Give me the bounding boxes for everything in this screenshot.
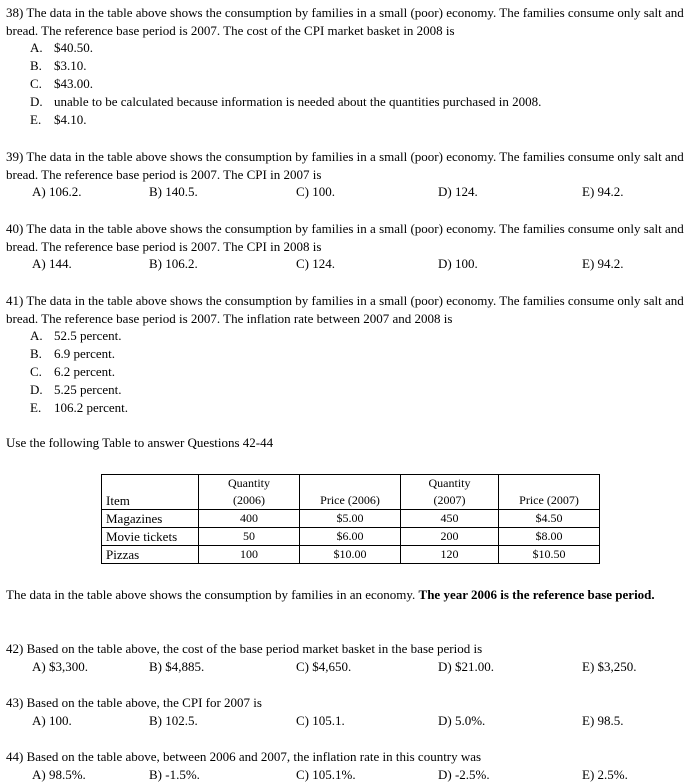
option-e[interactable]: E. $4.10. xyxy=(30,112,87,127)
option-c[interactable]: C) 124. xyxy=(296,256,335,271)
option-b[interactable]: B) 102.5. xyxy=(149,712,198,728)
question-42-options xyxy=(6,658,686,676)
question-44-text: 44) Based on the table above, between 2006 and 2007, the inflation rate in this country was xyxy=(6,749,482,764)
option-d[interactable]: D) $21.00. xyxy=(438,658,494,674)
option-c[interactable]: C. $43.00. xyxy=(30,76,93,91)
option-c[interactable]: C) 105.1%. xyxy=(296,766,356,782)
table-intro: Use the following Table to answer Questions 42-44 xyxy=(6,435,274,450)
header-price-2006: Price (2006) xyxy=(300,475,401,510)
option-c[interactable]: C. 6.2 percent. xyxy=(30,364,116,379)
question-38 xyxy=(6,4,686,129)
option-b[interactable]: B. 6.9 percent. xyxy=(30,346,116,361)
option-a[interactable]: A) $3,300. xyxy=(32,658,88,674)
option-b[interactable]: B) 140.5. xyxy=(149,184,198,199)
option-e[interactable]: E) 94.2. xyxy=(582,184,624,199)
option-d[interactable]: D. unable to be calculated because information is needed about the quantities purchased in 2008. xyxy=(30,94,542,109)
option-d[interactable]: D) 100. xyxy=(438,256,478,271)
header-quantity-2006: Quantity (2006) xyxy=(199,475,300,510)
option-c[interactable]: C) 100. xyxy=(296,184,335,199)
table-row: Pizzas 100 $10.00 120 $10.50 xyxy=(102,546,600,564)
header-item: Item xyxy=(102,475,199,510)
consumption-table xyxy=(101,474,600,564)
table-row: Movie tickets 50 $6.00 200 $8.00 xyxy=(102,528,600,546)
question-44 xyxy=(6,748,686,784)
question-43 xyxy=(6,694,686,730)
question-38-options xyxy=(6,39,686,129)
header-quantity-2007: Quantity (2007) xyxy=(401,475,499,510)
question-41 xyxy=(6,292,686,417)
question-40-text: 40) The data in the table above shows the consumption by families in a small (poor) economy. The families consume only salt and bread. The reference base period is 2007. The CPI in 2008 is xyxy=(6,221,684,254)
question-42 xyxy=(6,640,686,676)
option-b[interactable]: B) $4,885. xyxy=(149,658,205,674)
question-39-options xyxy=(6,183,686,201)
option-e[interactable]: E. 106.2 percent. xyxy=(30,400,129,415)
question-44-options xyxy=(6,766,686,784)
question-41-text: 41) The data in the table above shows the consumption by families in a small (poor) economy. The families consume only salt and bread. The reference base period is 2007. The inflation rate between 2007 and 2008 is xyxy=(6,293,684,326)
option-a[interactable]: A) 98.5%. xyxy=(32,766,86,782)
question-42-text: 42) Based on the table above, the cost of the base period market basket in the base period is xyxy=(6,641,483,656)
question-40 xyxy=(6,220,686,273)
option-e[interactable]: E) 2.5%. xyxy=(582,766,628,782)
question-41-options xyxy=(6,327,686,417)
option-d[interactable]: D) 124. xyxy=(438,184,478,199)
base-period-note: The year 2006 is the reference base period. xyxy=(418,587,655,602)
option-b[interactable]: B) 106.2. xyxy=(149,256,198,271)
option-d[interactable]: D) 5.0%. xyxy=(438,712,486,728)
option-a[interactable]: A. 52.5 percent. xyxy=(30,328,122,343)
table-note: The data in the table above shows the consumption by families in an economy. The year 2006 is the reference base period. xyxy=(6,587,655,602)
option-e[interactable]: E) 94.2. xyxy=(582,256,624,271)
option-e[interactable]: E) 98.5. xyxy=(582,712,624,728)
question-43-options xyxy=(6,712,686,730)
question-39 xyxy=(6,148,686,201)
question-40-options xyxy=(6,255,686,273)
option-c[interactable]: C) 105.1. xyxy=(296,712,345,728)
option-b[interactable]: B. $3.10. xyxy=(30,58,87,73)
option-c[interactable]: C) $4,650. xyxy=(296,658,352,674)
option-d[interactable]: D. 5.25 percent. xyxy=(30,382,122,397)
option-d[interactable]: D) -2.5%. xyxy=(438,766,490,782)
question-39-text: 39) The data in the table above shows the consumption by families in a small (poor) economy. The families consume only salt and bread. The reference base period is 2007. The CPI in 2007 is xyxy=(6,149,684,182)
table-header-row xyxy=(102,475,600,510)
option-b[interactable]: B) -1.5%. xyxy=(149,766,200,782)
option-a[interactable]: A) 100. xyxy=(32,712,72,728)
option-a[interactable]: A) 144. xyxy=(32,256,72,271)
option-a[interactable]: A. $40.50. xyxy=(30,40,93,55)
header-price-2007: Price (2007) xyxy=(499,475,600,510)
option-a[interactable]: A) 106.2. xyxy=(32,184,82,199)
option-e[interactable]: E) $3,250. xyxy=(582,658,637,674)
question-38-text: 38) The data in the table above shows the consumption by families in a small (poor) economy. The families consume only salt and bread. The reference base period is 2007. The cost of the CPI market basket in 2008 is xyxy=(6,5,684,38)
question-43-text: 43) Based on the table above, the CPI for 2007 is xyxy=(6,695,262,710)
table-row: Magazines 400 $5.00 450 $4.50 xyxy=(102,510,600,528)
